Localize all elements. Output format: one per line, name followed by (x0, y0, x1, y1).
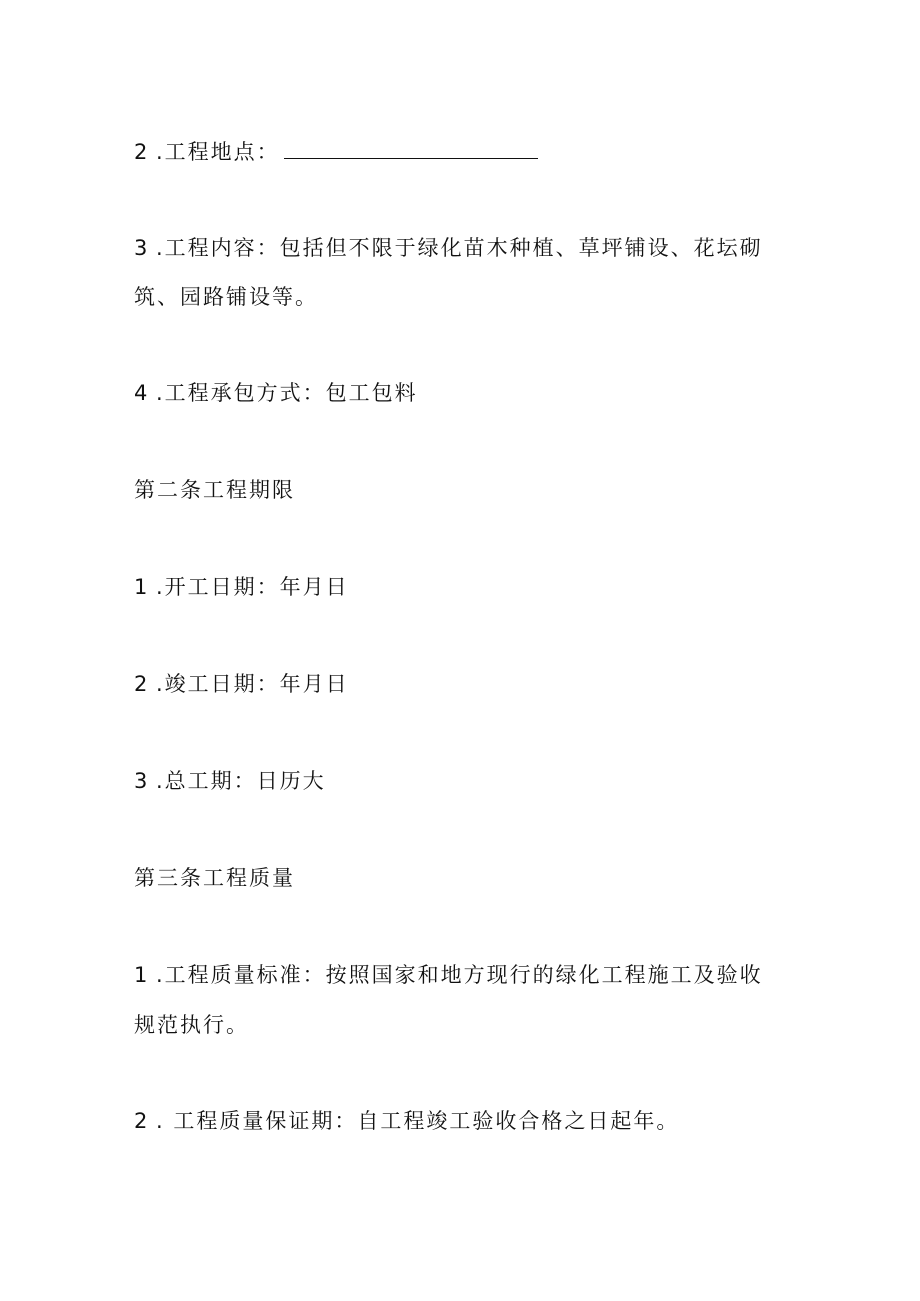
item-number: 4 (134, 381, 150, 405)
project-content-line-2: 筑、园路铺设等。 (134, 285, 318, 309)
completion-date-text: .竣工日期：年月日 (156, 672, 349, 696)
total-duration-text: .总工期：日历大 (156, 769, 326, 793)
project-location-label: .工程地点： (156, 140, 280, 164)
contract-method-line (134, 378, 418, 408)
start-date-line (134, 572, 349, 602)
item-number: 1 (134, 963, 150, 987)
item-number: 1 (134, 575, 150, 599)
item-number: 2 (134, 1109, 150, 1133)
project-content-text: .工程内容：包括但不限于绿化苗木种植、草坪铺设、花坛砌 (156, 236, 763, 260)
project-location-line (134, 137, 538, 167)
item-number: 2 (134, 140, 150, 164)
warranty-period-text: . 工程质量保证期：自工程竣工验收合格之日起年。 (156, 1109, 680, 1133)
total-duration-line (134, 766, 326, 796)
section-3-title: 第三条工程质量 (134, 866, 295, 890)
item-number: 3 (134, 236, 150, 260)
item-number: 3 (134, 769, 150, 793)
quality-standard-text: .工程质量标准：按照国家和地方现行的绿化工程施工及验收 (156, 963, 763, 987)
project-content-line-1 (134, 233, 763, 263)
item-number: 2 (134, 672, 150, 696)
quality-standard-line-2: 规范执行。 (134, 1013, 249, 1037)
start-date-text: .开工日期：年月日 (156, 575, 349, 599)
contract-method-text: .工程承包方式：包工包料 (156, 381, 418, 405)
completion-date-line (134, 669, 349, 699)
quality-standard-line-1 (134, 960, 763, 990)
project-location-blank (284, 140, 538, 159)
warranty-period-line (134, 1106, 679, 1136)
section-2-title: 第二条工程期限 (134, 478, 295, 502)
